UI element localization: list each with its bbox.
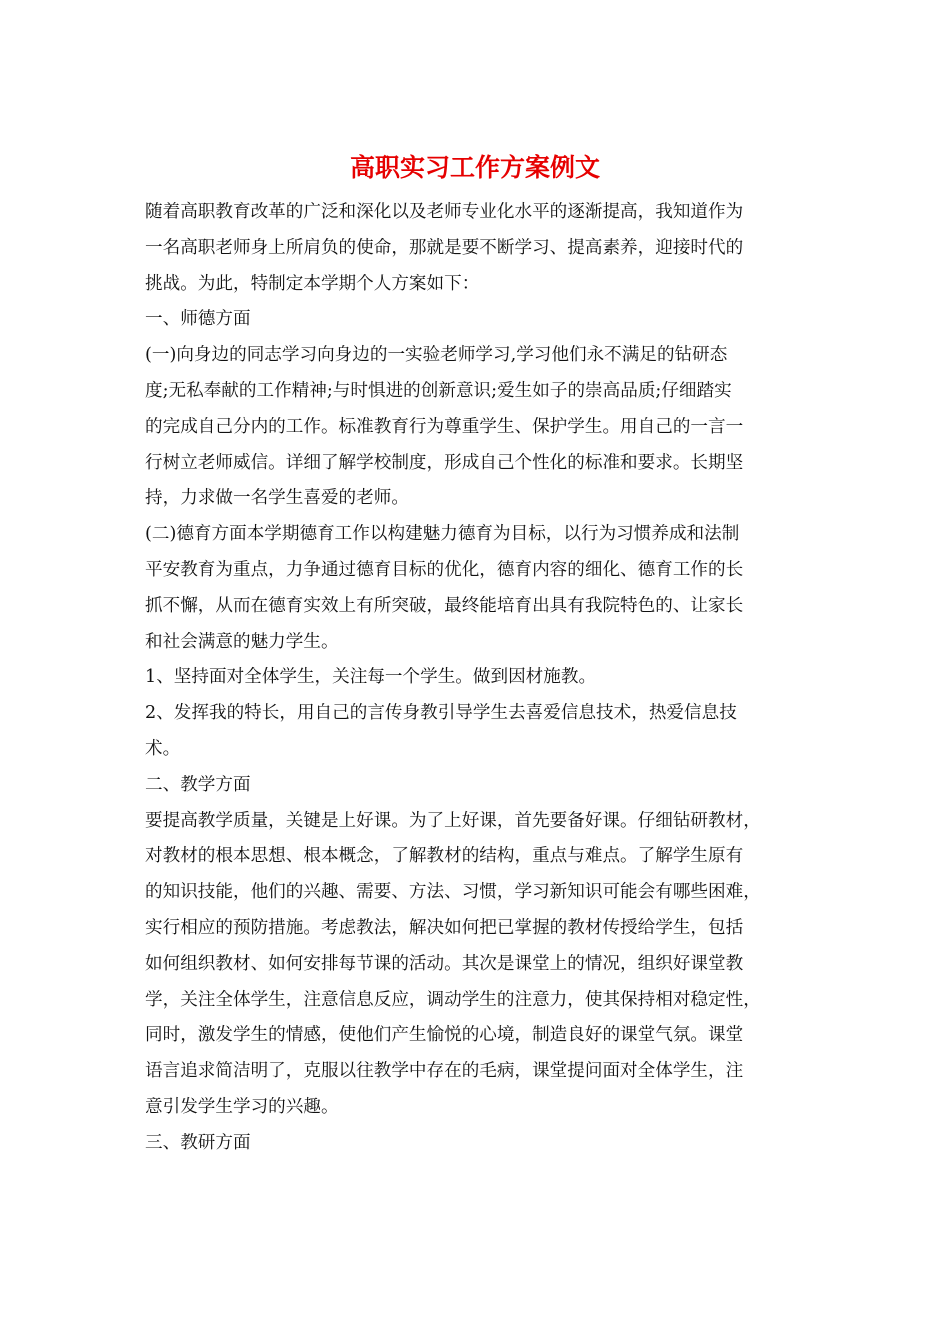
text-line: 一名高职老师身上所肩负的使命，那就是要不断学习、提高素养，迎接时代的 xyxy=(145,237,744,258)
text-line: 1、坚持面对全体学生，关注每一个学生。做到因材施教。 xyxy=(145,667,597,688)
text-line: 和社会满意的魅力学生。 xyxy=(145,631,339,652)
text-line: 一、师德方面 xyxy=(145,309,251,330)
text-line: (二)德育方面本学期德育工作以构建魅力德育为目标，以行为习惯养成和法制 xyxy=(145,524,740,545)
text-line: 术。 xyxy=(145,738,181,759)
text-line: 同时，激发学生的情感，使他们产生愉悦的心境，制造良好的课堂气氛。课堂 xyxy=(145,1025,744,1046)
text-line: 随着高职教育改革的广泛和深化以及老师专业化水平的逐渐提高，我知道作为 xyxy=(145,202,744,222)
text-line: 语言追求简洁明了，克服以往教学中存在的毛病，课堂提问面对全体学生，注 xyxy=(145,1061,744,1082)
text-line: 意引发学生学习的兴趣。 xyxy=(145,1096,339,1117)
text-line: 要提高教学质量，关键是上好课。为了上好课，首先要备好课。仔细钻研教材， xyxy=(145,810,761,831)
document-title: 高职实习工作方案例文 xyxy=(349,153,600,182)
text-line: 2、发挥我的特长，用自己的言传身教引导学生去喜爱信息技术，热爱信息技 xyxy=(145,703,737,724)
text-line: 实行相应的预防措施。考虑教法，解决如何把已掌握的教材传授给学生，包括 xyxy=(145,917,744,938)
text-line: 持，力求做一名学生喜爱的老师。 xyxy=(145,488,409,509)
text-line: 挑战。为此，特制定本学期个人方案如下： xyxy=(145,273,480,294)
text-line: 平安教育为重点，力争通过德育目标的优化，德育内容的细化、德育工作的长 xyxy=(145,559,744,580)
text-line: (一)向身边的同志学习向身边的一实验老师学习,学习他们永不满足的钻研态 xyxy=(145,345,728,366)
text-line: 抓不懈，从而在德育实效上有所突破，最终能培育出具有我院特色的、让家长 xyxy=(145,595,744,616)
text-line: 对教材的根本思想、根本概念，了解教材的结构，重点与难点。了解学生原有 xyxy=(145,846,744,867)
text-line: 行树立老师威信。详细了解学校制度，形成自己个性化的标准和要求。长期坚 xyxy=(145,452,744,473)
text-line: 度;无私奉献的工作精神;与时惧进的创新意识;爱生如子的崇高品质;仔细踏实 xyxy=(145,380,732,401)
text-line: 学，关注全体学生，注意信息反应，调动学生的注意力，使其保持相对稳定性， xyxy=(145,989,761,1010)
document-body xyxy=(145,195,810,1162)
text-line: 三、教研方面 xyxy=(145,1132,251,1153)
text-line: 的知识技能，他们的兴趣、需要、方法、习惯，学习新知识可能会有哪些困难， xyxy=(145,882,761,903)
text-line: 二、教学方面 xyxy=(145,774,251,795)
text-line: 如何组织教材、如何安排每节课的活动。其次是课堂上的情况，组织好课堂教 xyxy=(145,953,744,974)
text-line: 的完成自己分内的工作。标准教育行为尊重学生、保护学生。用自己的一言一 xyxy=(145,416,744,437)
